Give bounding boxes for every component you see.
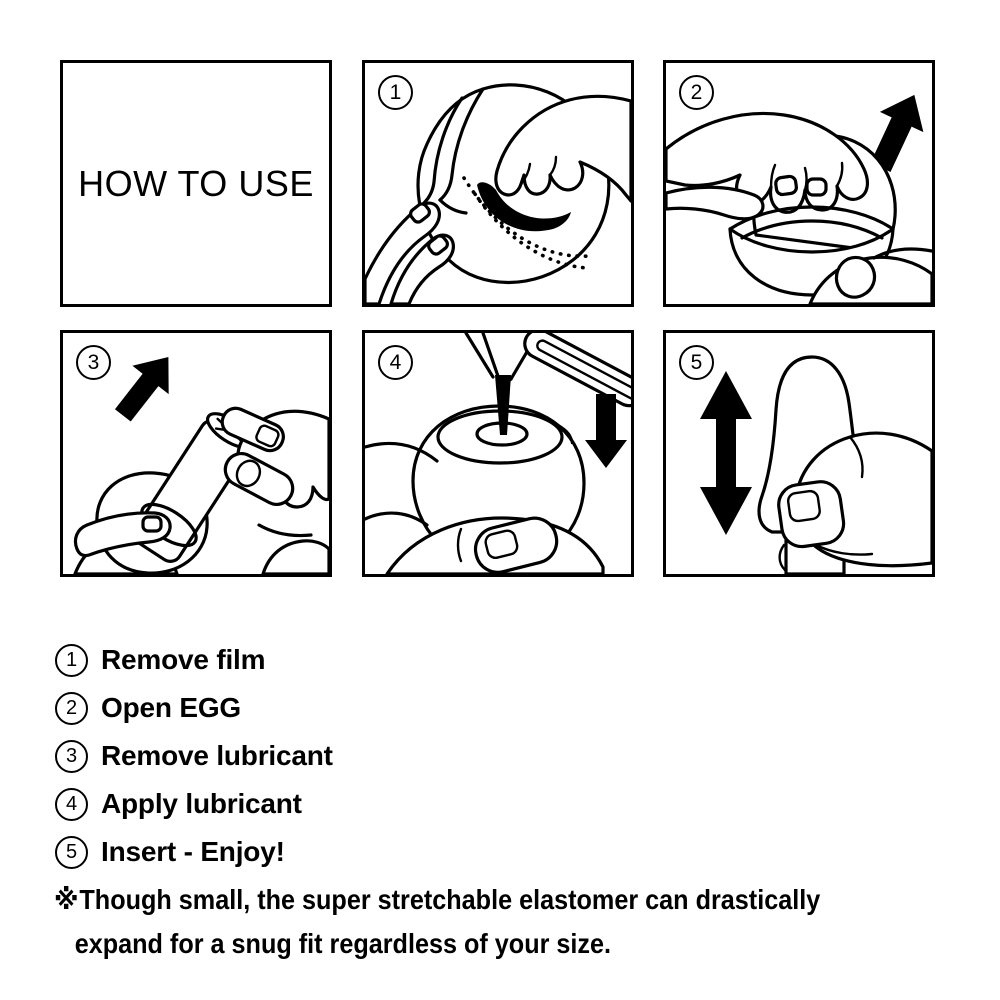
step-item-3 <box>55 732 333 780</box>
panel-step-1 <box>362 60 634 307</box>
footnote-line-2: expand for a snug fit regardless of your size. <box>74 928 612 959</box>
arrow-up-right-icon <box>105 343 187 430</box>
page-title: HOW TO USE <box>78 162 314 204</box>
step-item-4-label: Apply lubricant <box>101 788 302 819</box>
step-item-2-label: Open EGG <box>101 692 241 723</box>
step-2-number-badge <box>679 75 714 110</box>
steps-list <box>55 636 333 876</box>
step-item-5 <box>55 828 333 876</box>
arrow-up-down-icon <box>700 371 752 535</box>
title-panel <box>60 60 332 307</box>
step-2-number: 2 <box>690 81 703 104</box>
step-item-4-number: 4 <box>55 788 88 821</box>
panel-step-5 <box>663 330 935 577</box>
step-item-2 <box>55 684 333 732</box>
footnote-text-1: Though small, the super stretchable elastomer can drastically <box>79 884 821 915</box>
panel-step-4 <box>362 330 634 577</box>
panel-step-2 <box>663 60 935 307</box>
arrow-down-icon <box>585 394 627 468</box>
step-3-number-badge <box>76 345 111 380</box>
title-wrap <box>63 63 329 304</box>
step-item-1-label: Remove film <box>101 644 266 675</box>
step-item-3-number: 3 <box>55 740 88 773</box>
step-item-3-label: Remove lubricant <box>101 740 333 771</box>
panel-step-3 <box>60 330 332 577</box>
step-4-number-badge <box>378 345 413 380</box>
step-item-1 <box>55 636 333 684</box>
step-4-number: 4 <box>389 351 402 374</box>
step-3-number: 3 <box>87 351 100 374</box>
step-5-number: 5 <box>690 351 703 374</box>
footnote-line-1 <box>54 878 820 922</box>
reference-mark: ※ <box>54 883 79 916</box>
step-1-number-badge <box>378 75 413 110</box>
step-item-5-label: Insert - Enjoy! <box>101 836 285 867</box>
step-item-5-number: 5 <box>55 836 88 869</box>
footnote <box>54 878 905 966</box>
step-5-number-badge <box>679 345 714 380</box>
step-item-4 <box>55 780 333 828</box>
step-item-1-number: 1 <box>55 644 88 677</box>
step-item-2-number: 2 <box>55 692 88 725</box>
step-1-number: 1 <box>389 81 402 104</box>
